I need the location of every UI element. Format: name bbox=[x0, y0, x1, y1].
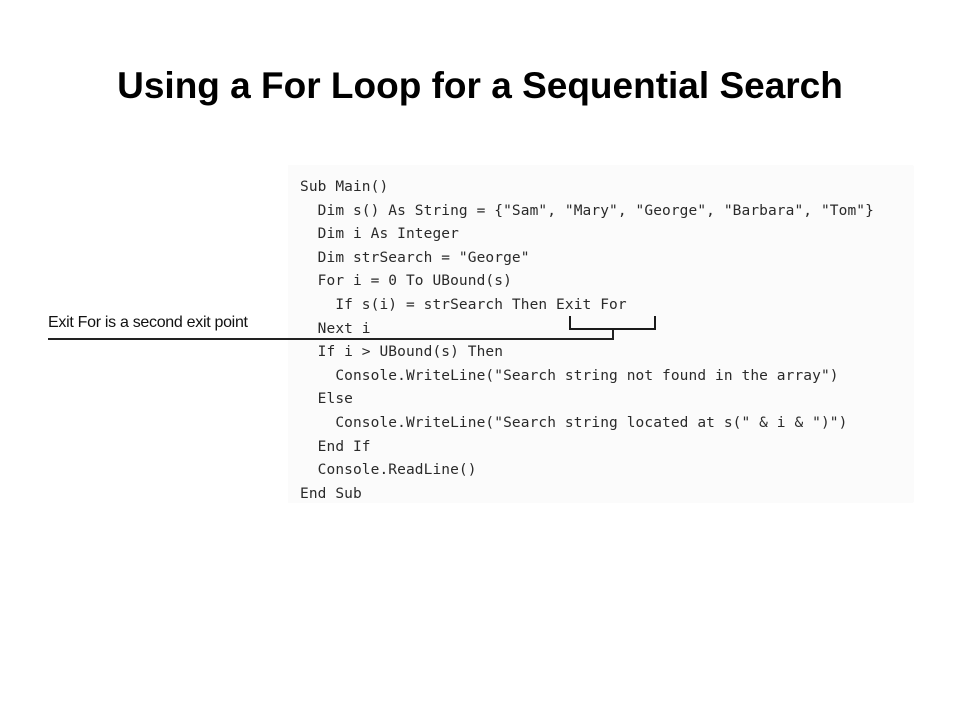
callout-label: Exit For is a second exit point bbox=[48, 314, 248, 331]
code-line: Else bbox=[300, 391, 353, 408]
slide-title: Using a For Loop for a Sequential Search bbox=[117, 65, 843, 106]
code-block bbox=[300, 176, 874, 506]
code-line: End Sub bbox=[300, 485, 362, 502]
code-line: Sub Main() bbox=[300, 179, 389, 195]
callout-leader-riser bbox=[612, 330, 614, 340]
code-line: Console.WriteLine("Search string located at s(" & i & ")") bbox=[300, 414, 848, 431]
code-line: For i = 0 To UBound(s) bbox=[300, 273, 512, 290]
code-line: Dim strSearch = "George" bbox=[300, 249, 530, 266]
code-line: End If bbox=[300, 438, 371, 455]
code-line: Dim s() As String = {"Sam", "Mary", "George", "Barbara", "Tom"} bbox=[300, 202, 874, 219]
figure-callout-area bbox=[48, 165, 288, 503]
code-line: If s(i) = strSearch Then Exit For bbox=[300, 296, 627, 313]
code-line: Console.ReadLine() bbox=[300, 462, 477, 479]
exit-for-bracket-bottom bbox=[569, 328, 656, 330]
callout-leader-line bbox=[48, 338, 614, 340]
code-line: Console.WriteLine("Search string not found in the array") bbox=[300, 367, 839, 384]
code-line: If i > UBound(s) Then bbox=[300, 344, 504, 361]
code-line: Dim i As Integer bbox=[300, 226, 459, 243]
code-line: Next i bbox=[300, 320, 371, 337]
exit-for-bracket-right bbox=[654, 316, 656, 330]
